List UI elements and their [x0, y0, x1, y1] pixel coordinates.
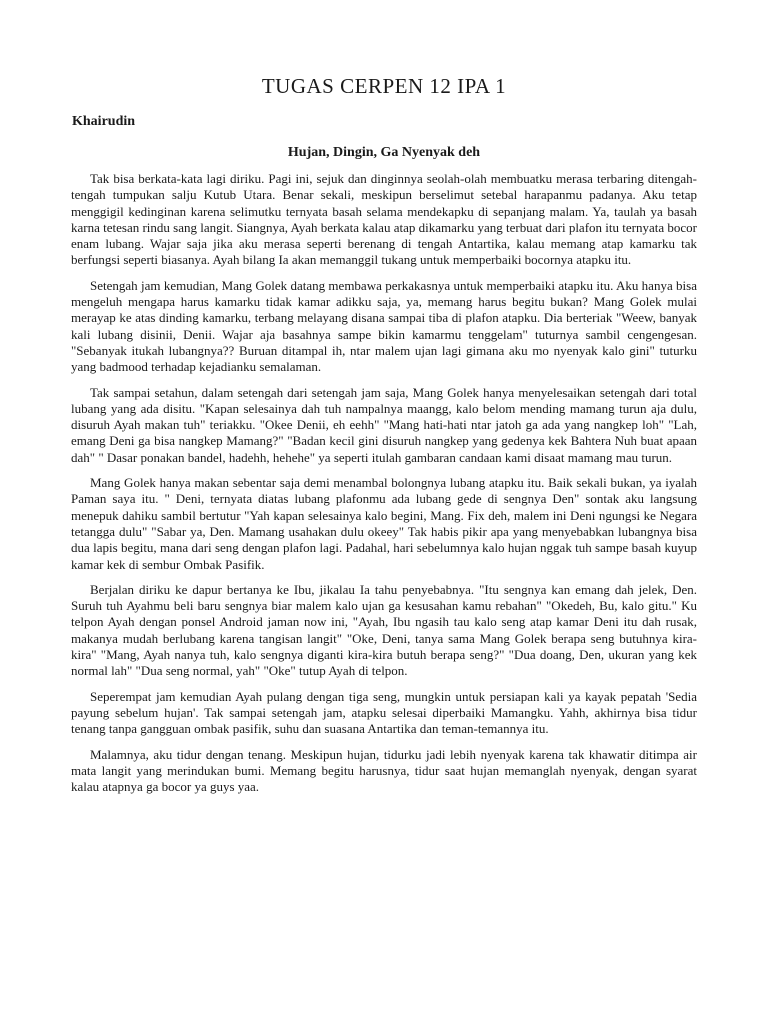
story-paragraph: Seperempat jam kemudian Ayah pulang dengan tiga seng, mungkin untuk persiapan kali ya kayak pepatah 'Sedia payung sebelum hujan'. Tak sampai setengah jam, atapku selesai diperbaiki Mamangku. Yahh, akhirnya bisa tidur tenang tanpa gangguan ombak pasifik, suhu dan suasana Antartika dan teman-temannya itu. [71, 688, 697, 737]
story-paragraph: Mang Golek hanya makan sebentar saja demi menambal bolongnya lubang atapku itu. Baik sekali bukan, ya iyalah Paman saya itu. " Deni, ternyata diatas lubang plafonmu ada lubang gede di sengnya Den" sontak aku langsung menepuk dahiku sambil bertutur "Yah kapan selesainya kalo begini, Mang. Fix deh, malem ini Deni ngungsi ke Negara tetangga dulu" "Sabar ya, Den. Mamang usahakan dulu okeey" Tak habis pikir apa yang menyebabkan lubangnya bisa dua lapis begitu, mana dari seng dengan plafon lagi. Padahal, hari sebelumnya kalo hujan nggak tuh sampe basah kuyup kamar kek di sembur Ombak Pasifik. [71, 475, 697, 572]
story-paragraph: Berjalan diriku ke dapur bertanya ke Ibu, jikalau Ia tahu penyebabnya. "Itu sengnya kan emang dah jelek, Den. Suruh tuh Ayahmu beli baru sengnya biar malem kalo ujan ga kesusahan kamu rebahan" "Okedeh, Bu, kalo gitu." Ku telpon Ayah dengan ponsel Android jaman now ini, "Ayah, Ibu ngasih tau kalo seng atap kamar Deni itu dah rusak, makanya mudah berlubang karena tangisan langit" "Oke, Deni, tanya sama Mang Golek berapa seng butuhnya kira-kira" "Mang, Ayah nanya tuh, kalo sengnya diganti kira-kira butuh berapa seng?" "Dua doang, Den, ukuran yang kek normal lah" "Dua seng normal, yah" "Oke" tutup Ayah di telpon. [71, 581, 697, 679]
story-body [71, 171, 697, 804]
story-paragraph: Tak bisa berkata-kata lagi diriku. Pagi ini, sejuk dan dinginnya seolah-olah membuatku merasa terbaring ditengah-tengah tumpukan salju Kutub Utara. Benar sekali, meskipun berselimut setebal harapanmu padanya. Aku tetap menggigil kedinginan karena selimutku ternyata basah selama mendekapku di sepanjang malam. Ya, taulah ya basah karna tetesan rindu sang langit. Siangnya, Ayah berkata kalau atap dikamarku yang terbuat dari plafon itu ternyata bocor enam lubang. Wajar saja jika aku merasa seperti berenang di tengah Antartika, kalau memang atap kamarku tak berfungsi seperti biasanya. Ayah bilang Ia akan memanggil tukang untuk memperbaiki bocornya atapku itu. [71, 171, 697, 268]
story-paragraph: Setengah jam kemudian, Mang Golek datang membawa perkakasnya untuk memperbaiki atapku itu. Aku hanya bisa mengeluh mengapa harus kamarku tidak kamar adikku saja, ya, memang harus begitu bukan? Mang Golek mulai merayap ke atas dinding kamarku, terbang melayang disana sampai tiba di plafon atapku. Dia berteriak "Weew, banyak kali lubang disinii, Denii. Wajar aja basahnya sampe bikin kamarmu tenggelam" tuturnya sambil cengengesan. "Sebanyak itukah lubangnya?? Buruan ditampal ih, ntar malem ujan lagi gimana aku mo nyenyak kalo gini" tuturku yang badmood terhadap kejadianku semalaman. [71, 277, 697, 375]
author-name: Khairudin [72, 114, 136, 129]
story-title: Hujan, Dingin, Ga Nyenyak deh [287, 145, 481, 160]
story-paragraph: Malamnya, aku tidur dengan tenang. Meskipun hujan, tidurku jadi lebih nyenyak karena tak khawatir ditimpa air mata langit yang merindukan bumi. Memang begitu harusnya, tidur saat hujan memanglah nyenyak, dengan syarat kalau atapnya ga bocor ya guys yaa. [71, 746, 697, 795]
document-title: TUGAS CERPEN 12 IPA 1 [261, 74, 507, 98]
story-paragraph: Tak sampai setahun, dalam setengah dari setengah jam saja, Mang Golek hanya menyelesaikan setengah dari total lubang yang ada disitu. "Kapan selesainya dah tuh nampalnya maangg, kalo belom mending mamang turun aja dulu, disuruh Ayah makan tuh" teriakku. "Okee Denii, eh eehh" "Mang hati-hati ntar jatoh ga ada yang nangkep loh" "Lah, emang Deni ga bisa nangkep Mamang?" "Badan kecil gini disuruh nangkep yang gedenya kek Bahtera Nuh buat apaan dah" " Dasar ponakan bandel, hadehh, hehehe" ya seperti itulah gambaran candaan kami disaat mamang mau turun. [71, 384, 697, 465]
